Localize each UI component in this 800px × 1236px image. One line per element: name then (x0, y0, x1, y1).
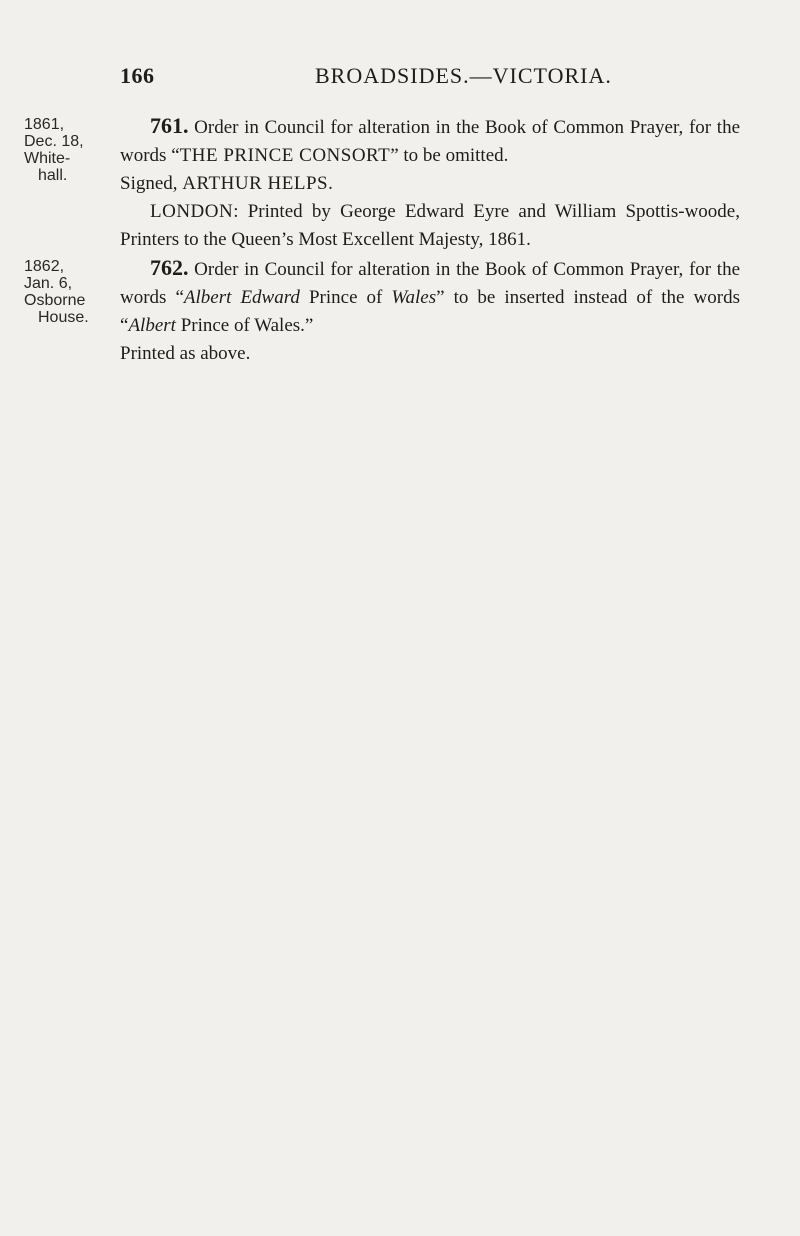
margin-place: Osborne (24, 292, 86, 309)
margin-place: White- (24, 150, 71, 167)
quoted-words: Albert (128, 315, 176, 336)
page-number: 166 (120, 63, 155, 88)
margin-date: Jan. 6, (24, 275, 73, 292)
margin-place-cont: hall. (38, 167, 68, 184)
entry-number: 762. (150, 255, 189, 280)
margin-place-cont: House. (38, 309, 89, 326)
quoted-words: Wales (391, 287, 437, 308)
quoted-words: THE PRINCE CONSORT (179, 145, 391, 166)
entry-number: 761. (150, 113, 189, 138)
imprint: LONDON: Printed by George Edward Eyre and William Spottis-woode, Printers to the Queen’s Most Excellent Majesty, 1861. (120, 201, 740, 250)
quoted-words: Albert Edward (183, 287, 300, 308)
entry-paragraph: 761. Order in Council for alteration in the Book of Common Prayer, for the words “THE PRINCE CONSORT” to be omitted. Signed, ARTHUR HELPS. (120, 113, 740, 194)
imprint-city: LONDON (150, 201, 234, 222)
margin-year: 1861, (24, 116, 65, 133)
running-title: BROADSIDES.—VICTORIA. (315, 63, 612, 88)
margin-note (24, 258, 114, 326)
page-header (120, 63, 740, 93)
signatory: ARTHUR HELPS. (182, 173, 334, 194)
entry-body (120, 254, 740, 368)
margin-date: Dec. 18, (24, 133, 84, 150)
entry-body (120, 112, 740, 254)
printed-note: Printed as above. (120, 343, 251, 364)
margin-year: 1862, (24, 258, 65, 275)
margin-note (24, 116, 114, 184)
entry-paragraph: 762. Order in Council for alteration in the Book of Common Prayer, for the words “Albert Edward Prince of Wales” to be inserted instead of the words “Albert Prince of Wales.” (120, 255, 740, 336)
